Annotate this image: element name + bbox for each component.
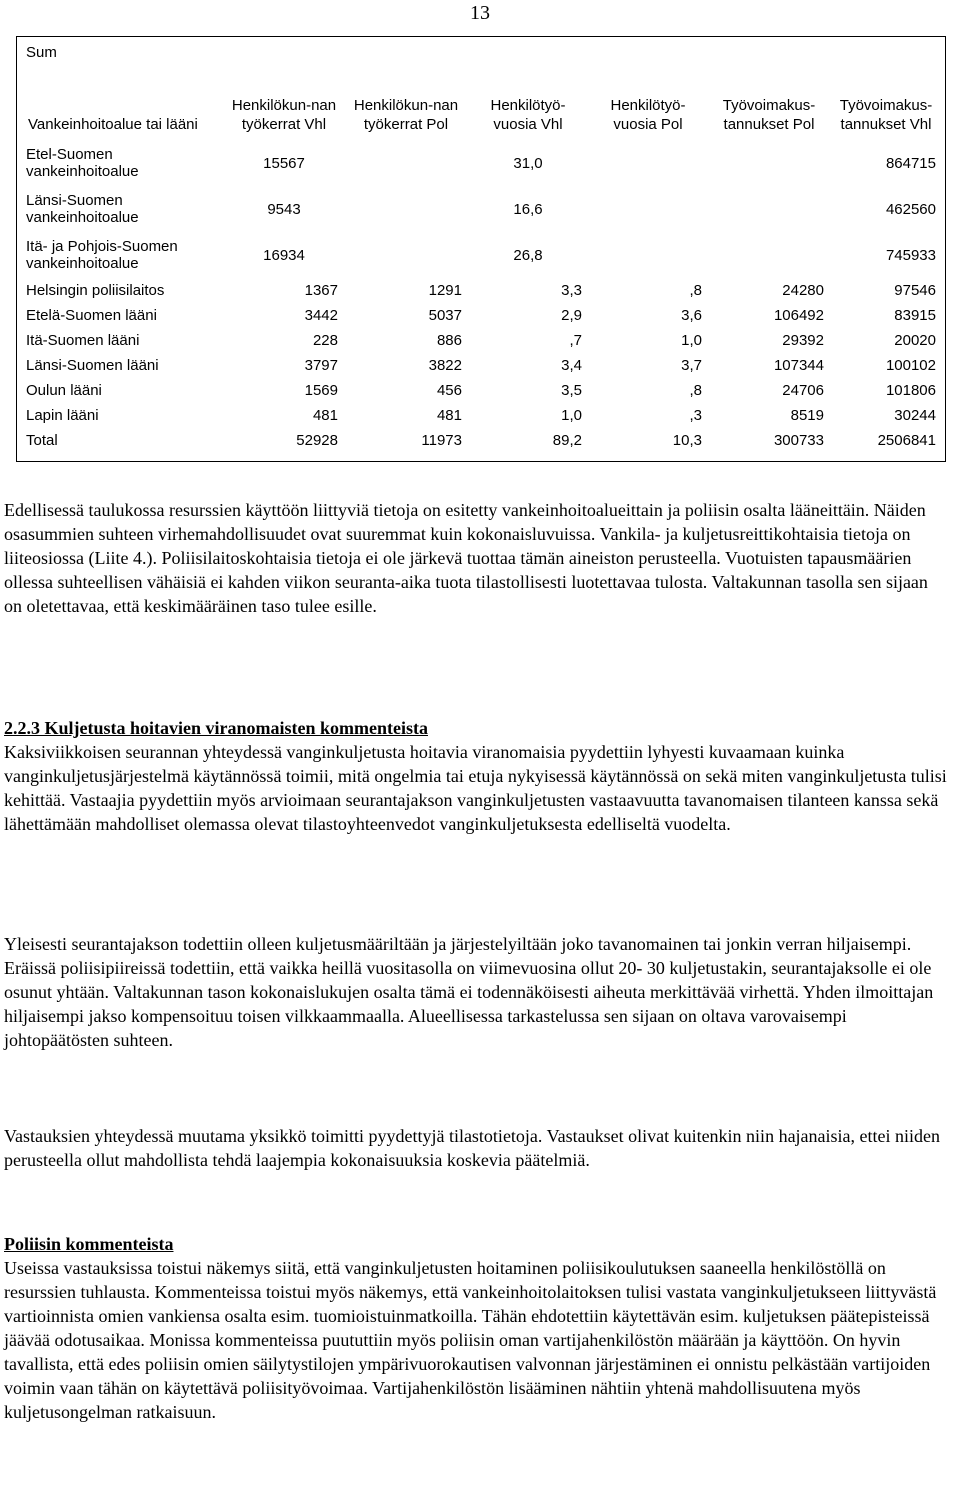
cell: 83915 [894,307,936,324]
table-total-row [26,428,942,453]
cell: 101806 [885,382,936,399]
section-police-comments [4,1232,948,1424]
paragraph-intro [4,498,948,618]
cell: 89,2 [552,432,582,449]
section-2-2-3 [4,716,948,836]
cell: 26,8 [513,246,543,264]
subheading: Poliisin kommenteista [4,1234,174,1254]
cell: 745933 [885,246,936,264]
table-row [26,378,942,403]
section-heading: 2.2.3 Kuljetusta hoitavien viranomaisten kommenteista [4,718,428,738]
paragraph-statistics [4,1124,948,1172]
cell: 864715 [885,154,936,172]
cell: 2,9 [561,307,582,324]
cell: 481 [436,407,462,424]
header-col5: Työvoimakus-tannukset Pol [722,97,816,133]
summary-table [26,68,942,453]
table-row [26,353,942,378]
cell: 11973 [421,432,462,449]
paragraph-text: Edellisessä taulukossa resurssien käyttöön liittyviä tietoja on esitetty vankeinhoitoalueittain ja poliisin osalta lääneittäin. Näiden osasummien suhteen virhemahdollisuudet ovat suuremmat kuin kokonaisluvuissa. Vankila- ja kuljetusreittikohtaisia tietoja on liiteosiossa (Liite 4.). Poliisilaitoskohtaisia tietoja ei ole järkevä tuottaa tämän aineiston perusteella. Vuotuisten tapausmäärien ollessa suhteellisen vähäisiä ei kahden viikon seuranta-aika tuota tilastollisesti luotettavaa tulosta. Valtakunnan tasolla sen sijaan on oletettavaa, että keskimääräinen taso tulee esille. [4,500,928,616]
header-col6: Työvoimakus-tannukset Vhl [839,97,933,133]
table-header-row [26,68,942,140]
row-label: Helsingin poliisilaitos [26,282,165,299]
cell: 3442 [304,307,338,324]
cell: 1,0 [681,332,702,349]
row-label: Oulun lääni [26,382,102,399]
table-row [26,140,942,186]
cell: 97546 [894,282,936,299]
cell: 2506841 [877,432,936,449]
table-row [26,303,942,328]
cell: 5037 [428,307,462,324]
cell: 106492 [773,307,824,324]
cell: 16934 [263,246,305,264]
row-label: Lapin lääni [26,407,99,424]
cell [708,186,830,232]
cell: ,3 [689,407,702,424]
cell [588,140,708,186]
cell: 886 [436,332,462,349]
cell: 1291 [428,282,462,299]
cell: 9543 [267,200,301,218]
row-label: Länsi-Suomen vankeinhoitoalue [26,192,139,226]
table-sum-label: Sum [26,44,57,61]
header-col3: Henkilötyö-vuosia Vhl [490,97,566,133]
row-label: Total [26,432,58,449]
cell: 3,4 [561,357,582,374]
row-label: Länsi-Suomen lääni [26,357,159,374]
cell: 1,0 [561,407,582,424]
cell [344,186,468,232]
cell: 3,6 [681,307,702,324]
table-row [26,278,942,303]
cell: 462560 [885,200,936,218]
cell: 300733 [773,432,824,449]
cell: 3,3 [561,282,582,299]
paragraph-text: Useissa vastauksissa toistui näkemys siitä, että vanginkuljetusten hoitaminen poliisikoulutuksen saaneella henkilöstöllä on resurssien tuhlausta. Kommenteissa toistui myös näkemys, että vankeinhoitolaitoksen tulisi vastata vanginkuljetukseen liittyvästä vartioinnista omien vankiensa osalta esim. tuomioistuinmatkoilla. Tähän ehdotettiin käytettävän esim. kuljetuksen päätepisteissä jäävää odotusaikaa. Monissa kommenteissa puututtiin myös poliisin oman vartijahenkilöstön määrään ja käyttöön. On hyvin tavallista, että edes poliisin omien säilytystilojen ympärivuorokautisen valvonnan järjestäminen ei onnistu pelkästään vartijoiden voimin vaan tähän on käytettävä poliisityövoimaa. Vartijahenkilöstön lisääminen nähtiin yhtenä mahdollisuutena myös kuljetusongelman ratkaisuun. [4,1258,937,1422]
header-region: Vankeinhoitoalue tai lääni [28,116,198,133]
cell: 481 [312,407,338,424]
paragraph-period [4,932,948,1052]
cell: 228 [312,332,338,349]
table-row [26,328,942,353]
cell: 107344 [773,357,824,374]
page-number: 13 [470,2,490,24]
table-row [26,232,942,278]
cell [588,232,708,278]
cell [708,140,830,186]
cell: 24706 [782,382,824,399]
cell: 1367 [304,282,338,299]
cell [588,186,708,232]
row-label: Itä- ja Pohjois-Suomen vankeinhoitoalue [26,238,178,272]
cell: 20020 [894,332,936,349]
header-col4: Henkilötyö-vuosia Pol [610,97,686,133]
row-label: Etelä-Suomen lääni [26,307,157,324]
cell: 31,0 [513,154,543,172]
cell: 15567 [263,154,305,172]
paragraph-text: Yleisesti seurantajakson todettiin olleen kuljetusmääriltään ja järjestelyiltään joko tavanomainen tai jonkin verran hiljaisempi. Eräissä poliisipiireissä todettiin, että vaikka heillä vuositasolla on viimevuosina ollut 20- 30 kuljetustakin, seurantajaksolle ei ole osunut yhtään. Valtakunnan tason kokonaislukujen osalta tämä ei todennäköisesti aiheuta merkittävää virhettä. Yhden ilmoittajan hiljaisempi jakso kompensoituu toisen vilkkaammaalla. Alueellisessa tarkastelussa sen sijaan on oltava varovaisempi johtopäätösten suhteen. [4,934,934,1050]
cell: 3,7 [681,357,702,374]
cell [344,232,468,278]
cell: 456 [436,382,462,399]
row-label: Etel-Suomen vankeinhoitoalue [26,146,139,180]
cell: 3822 [428,357,462,374]
cell: 3,5 [561,382,582,399]
cell [708,232,830,278]
cell: 52928 [296,432,338,449]
cell: 3797 [304,357,338,374]
cell [344,140,468,186]
cell: 24280 [782,282,824,299]
header-col2: Henkilökun-nan työkerrat Pol [353,97,459,133]
cell: ,7 [569,332,582,349]
table-row [26,403,942,428]
cell: 30244 [894,407,936,424]
table-row [26,186,942,232]
cell: 29392 [782,332,824,349]
cell: ,8 [689,282,702,299]
cell: ,8 [689,382,702,399]
paragraph-text: Kaksiviikkoisen seurannan yhteydessä vanginkuljetusta hoitavia viranomaisia pyydettiin lyhyesti kuvaamaan kuinka vanginkuljetusjärjestelmä käytännössä toimii, mitä ongelmia tai etuja nykyisessä käytännössä on sekä miten vanginkuljetusta tulisi kehittää. Vastaajia pyydettiin myös arvioimaan seurantajakson vanginkuljetusten vastaavuutta tavanomaisen tilanteen kanssa sekä lähettämään mahdolliset olemassa olevat tilastoyhteenvedot vanginkuljetuksesta edelliseltä vuodelta. [4,742,947,834]
cell: 10,3 [672,432,702,449]
row-label: Itä-Suomen lääni [26,332,140,349]
cell: 8519 [790,407,824,424]
cell: 1569 [304,382,338,399]
cell: 16,6 [513,200,543,218]
header-col1: Henkilökun-nan työkerrat Vhl [231,97,337,133]
cell: 100102 [885,357,936,374]
paragraph-text: Vastauksien yhteydessä muutama yksikkö toimitti pyydettyjä tilastotietoja. Vastaukset olivat kuitenkin niin hajanaisia, ettei niiden perusteella ollut mahdollista tehdä laajempia kokonaisuuksia koskevia päätelmiä. [4,1126,940,1170]
